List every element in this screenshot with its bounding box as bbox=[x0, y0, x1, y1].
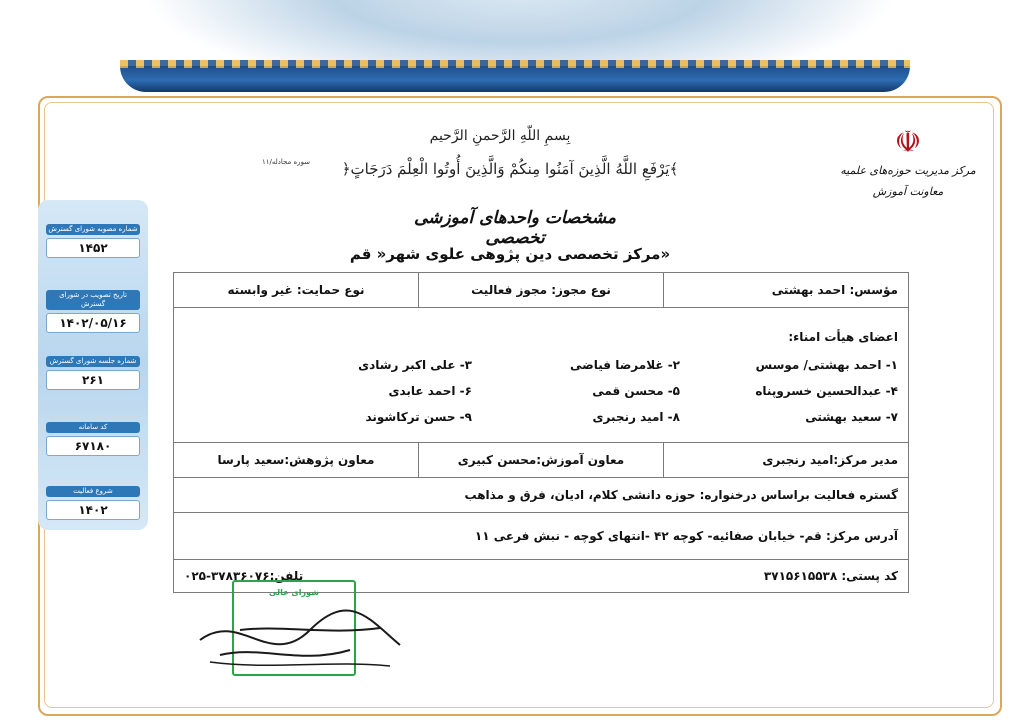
trustee-item: ۷- سعید بهشتی bbox=[805, 410, 898, 424]
table-row-basic bbox=[174, 273, 908, 308]
support-type-cell: نوع حمایت: غیر وابسته bbox=[174, 273, 419, 307]
session-number-box bbox=[46, 356, 140, 390]
director-cell: مدیر مرکز:امید رنجبری bbox=[762, 453, 898, 467]
info-table bbox=[173, 272, 909, 593]
approval-number-box bbox=[46, 224, 140, 258]
start-year-value: ۱۴۰۲ bbox=[46, 500, 140, 520]
system-code-value: ۶۷۱۸۰ bbox=[46, 436, 140, 456]
top-ornament-band bbox=[120, 66, 910, 92]
license-type-cell: نوع مجوز: مجوز فعالیت bbox=[419, 273, 664, 307]
logo-line-2: معاونت آموزش bbox=[872, 185, 944, 198]
table-row-scope bbox=[174, 478, 908, 513]
trustee-item: ۶- احمد عابدی bbox=[388, 384, 472, 398]
approval-date-label: تاریخ تصویب در شورای گسترش bbox=[46, 290, 140, 310]
research-deputy-cell: معاون پژوهش:سعید پارسا bbox=[174, 443, 419, 477]
phone-cell: تلفن:۳۷۸۳۶۰۷۶-۰۲۵ bbox=[184, 569, 304, 583]
approval-date-value: ۱۴۰۲/۰۵/۱۶ bbox=[46, 313, 140, 333]
postal-code-cell: کد پستی: ۳۷۱۵۶۱۵۵۳۸ bbox=[763, 569, 898, 583]
trustee-item: ۱- احمد بهشتی/ موسس bbox=[755, 358, 898, 372]
trustee-item: ۸- امید رنجبری bbox=[592, 410, 680, 424]
system-code-label: کد سامانه bbox=[46, 422, 140, 433]
surah-reference: سوره مجادله/۱۱ bbox=[262, 158, 311, 166]
trustee-item: ۳- علی اکبر رشادی bbox=[358, 358, 472, 372]
scope-cell: گستره فعالیت براساس درخنواره: حوزه دانشی کلام، ادیان، فرق و مذاهب bbox=[464, 488, 898, 502]
organization-logo bbox=[838, 126, 978, 198]
bismillah: بِسمِ اللّهِ الرَّحمنِ الرَّحیم bbox=[429, 128, 571, 144]
system-code-box bbox=[46, 422, 140, 456]
start-year-label: شروع فعالیت bbox=[46, 486, 140, 497]
iran-emblem-icon: ☫ bbox=[894, 125, 922, 160]
trustee-item: ۲- غلامرضا فیاضی bbox=[570, 358, 680, 372]
signature bbox=[180, 600, 420, 680]
approval-number-value: ۱۴۵۲ bbox=[46, 238, 140, 258]
address-cell: آدرس مرکز: قم- خیابان صفائیه- کوچه ۴۲ -انتهای کوچه - نبش فرعی ۱۱ bbox=[474, 529, 898, 543]
start-year-box bbox=[46, 486, 140, 520]
session-number-label: شماره جلسه شورای گسترش bbox=[46, 356, 140, 367]
trustee-item: ۴- عبدالحسین خسروپناه bbox=[755, 384, 898, 398]
table-row-address bbox=[174, 513, 908, 560]
session-number-value: ۲۶۱ bbox=[46, 370, 140, 390]
approval-number-label: شماره مصوبه شورای گسترش bbox=[46, 224, 140, 235]
trustee-item: ۹- حسن ترکاشوند bbox=[365, 410, 472, 424]
founder-cell: مؤسس: احمد بهشتی bbox=[771, 283, 898, 297]
table-row-trustees bbox=[174, 308, 908, 443]
approval-date-box bbox=[46, 290, 140, 333]
table-row-management bbox=[174, 443, 908, 478]
logo-line-1: مرکز مدیریت حوزه‌های علمیه bbox=[840, 164, 976, 177]
quran-verse: ﴿يَرْفَعِ اللَّهُ الَّذِينَ آمَنُوا مِنكُمْ وَالَّذِينَ أُوتُوا الْعِلْمَ دَرَجَاتٍ﴾ bbox=[341, 160, 679, 178]
spec-title: مشخصات واحدهای آموزشی تخصصی bbox=[413, 208, 617, 248]
trustee-item: ۵- محسن قمی bbox=[592, 384, 680, 398]
trustees-heading: اعضای هیأت امناء: bbox=[788, 330, 898, 344]
stamp-text: شورای عالی bbox=[269, 588, 319, 597]
edu-deputy-cell: معاون آموزش:محسن کبیری bbox=[419, 443, 664, 477]
center-name: مرکز تخصصی دین پژوهی علوی شهر« قم» bbox=[349, 245, 671, 263]
